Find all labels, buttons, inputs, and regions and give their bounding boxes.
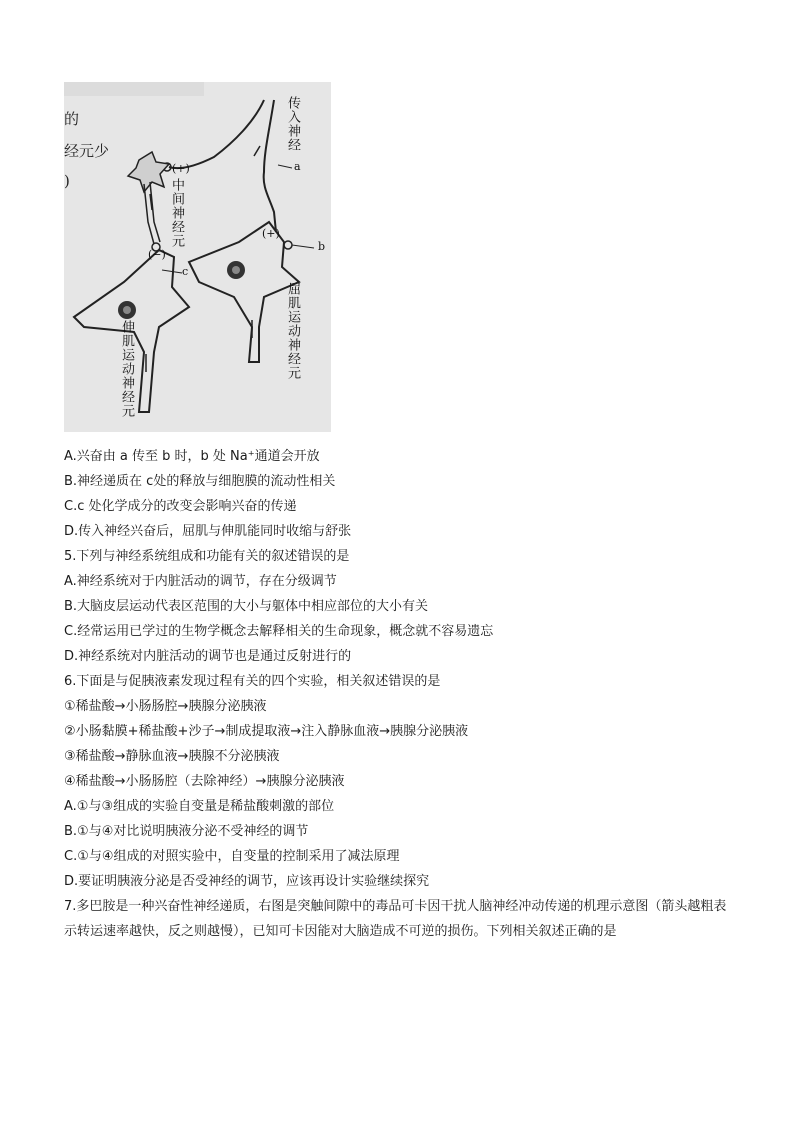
interneuron-body — [128, 152, 169, 192]
q6-stem: 6.下面是与促胰液素发现过程有关的四个实验，相关叙述错误的是 — [64, 674, 441, 689]
label-afferent-nerve: 传入神经 — [285, 96, 300, 152]
label-a: a — [294, 160, 301, 173]
q5-option-b: B.大脑皮层运动代表区范围的大小与躯体中相应部位的大小有关 — [64, 599, 429, 614]
q6-option-c: C.①与④组成的对照实验中，自变量的控制采用了减法原理 — [64, 849, 400, 864]
q4-option-b: B.神经递质在 c处的释放与细胞膜的流动性相关 — [64, 474, 336, 489]
q5-option-c: C.经常运用已学过的生物学概念去解释相关的生命现象，概念就不容易遗忘 — [64, 624, 494, 639]
neuron-diagram — [64, 82, 331, 432]
q7-stem: 7.多巴胺是一种兴奋性神经递质，右图是突触间隙中的毒品可卡因干扰人脑神经冲动传递的机理示意图（箭头越粗表示转运速率越快，反之则越慢），已知可卡因能对大脑造成不可逆的损伤。下列相关叙述正确的是 — [64, 899, 727, 939]
label-c: c — [182, 265, 189, 278]
label-interneuron: 中间神经元 — [169, 178, 184, 248]
q4-option-d: D.传入神经兴奋后，屈肌与伸肌能同时收缩与舒张 — [64, 524, 352, 539]
q5-option-a: A.神经系统对于内脏活动的调节，存在分级调节 — [64, 574, 337, 589]
question-content — [64, 444, 736, 944]
q4-option-a: A.兴奋由 a 传至 b 时，b 处 Na⁺通道会开放 — [64, 449, 320, 464]
q4-option-c: C.c 处化学成分的改变会影响兴奋的传递 — [64, 499, 297, 514]
label-plus-flexor: (+) — [262, 227, 280, 240]
flexor-neuron-body — [189, 222, 299, 362]
q6-experiment-1: ①稀盐酸→小肠肠腔→胰腺分泌胰液 — [64, 699, 267, 714]
q6-experiment-2: ②小肠黏膜+稀盐酸+沙子→制成提取液→注入静脉血液→胰腺分泌胰液 — [64, 724, 469, 739]
q6-experiment-4: ④稀盐酸→小肠肠腔（去除神经）→胰腺分泌胰液 — [64, 774, 345, 789]
q5-option-d: D.神经系统对内脏活动的调节也是通过反射进行的 — [64, 649, 352, 664]
label-flexor-neuron: 屈肌运动神经元 — [285, 282, 300, 380]
figure-cut-text-2: 经元少 — [64, 142, 110, 160]
q6-option-a: A.①与③组成的实验自变量是稀盐酸刺激的部位 — [64, 799, 335, 814]
label-b: b — [318, 240, 326, 253]
q5-stem: 5.下列与神经系统组成和功能有关的叙述错误的是 — [64, 549, 350, 564]
label-extensor-neuron: 伸肌运动神经元 — [119, 320, 134, 418]
figure-cut-text-3: ) — [64, 172, 70, 190]
figure-cut-text-1: 的 — [64, 110, 80, 128]
q6-option-b: B.①与④对比说明胰液分泌不受神经的调节 — [64, 824, 309, 839]
label-plus-interneuron: (+) — [172, 162, 190, 175]
label-minus: (−) — [148, 248, 166, 261]
q6-experiment-3: ③稀盐酸→静脉血液→胰腺不分泌胰液 — [64, 749, 280, 764]
q6-option-d: D.要证明胰液分泌是否受神经的调节，应该再设计实验继续探究 — [64, 874, 430, 889]
